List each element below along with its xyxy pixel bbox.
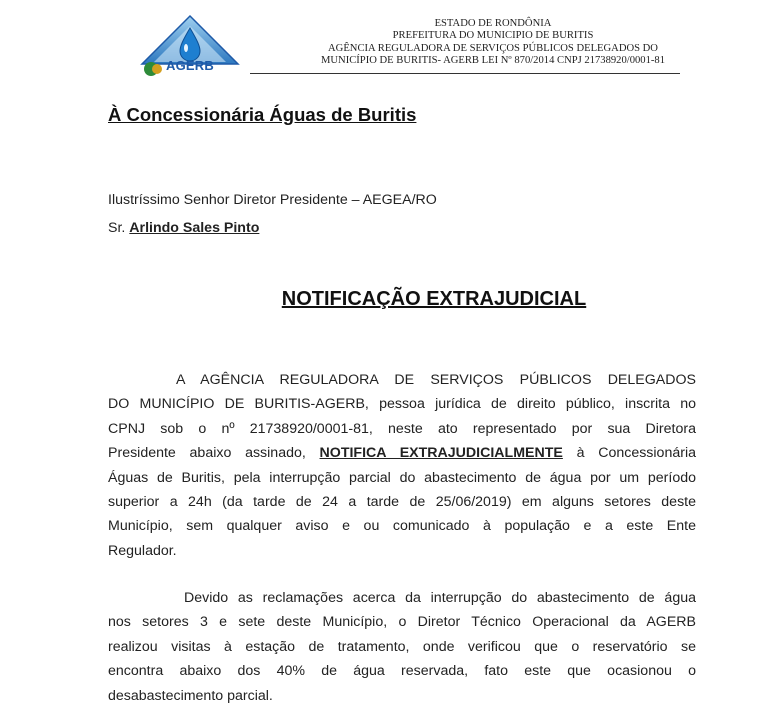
letterhead-line: PREFEITURA DO MUNICIPIO DE BURITIS — [392, 30, 594, 42]
paragraph-line: Águas de Buritis, pela interrupção parcial do abastecimento de água por um período — [108, 469, 696, 486]
paragraph-notification — [108, 368, 696, 563]
paragraph-line: desabastecimento parcial. — [108, 687, 273, 704]
salutation: Ilustríssimo Senhor Diretor Presidente – AEGEA/RO — [108, 192, 437, 208]
letterhead-line: AGÊNCIA REGULADORA DE SERVIÇOS PÚBLICOS DELEGADOS DO — [328, 42, 658, 54]
paragraph-line: encontra abaixo dos 40% de água reservada, fato este que ocasionou o — [108, 663, 696, 680]
letterhead-line: ESTADO DE RONDÔNIA — [434, 18, 552, 29]
paragraph-line: Município, sem qualquer aviso e ou comunicado à população e a este Ente — [108, 518, 696, 535]
addressee-prefix: Sr. — [108, 220, 130, 236]
paragraph-line: realizou visitas à estação de tratamento, onde verificou que o reservatório se — [108, 638, 696, 655]
emphasis-text: NOTIFICA EXTRAJUDICIALMENTE — [319, 445, 563, 462]
paragraph-complaint — [108, 586, 696, 708]
paragraph-line: Regulador. — [108, 542, 177, 559]
document-title: NOTIFICAÇÃO EXTRAJUDICIAL — [281, 288, 587, 310]
paragraph-line: nos setores 3 e sete deste Município, o Diretor Técnico Operacional da AGERB — [108, 614, 696, 631]
recipient-title: À Concessionária Águas de Buritis — [108, 104, 417, 125]
paragraph-line: Devido as reclamações acerca da interrupção do abastecimento de água — [184, 590, 696, 606]
paragraph-line: CPNJ sob o nº 21738920/0001-81, neste ato representado por sua Diretora — [108, 420, 696, 437]
letterhead — [250, 18, 736, 68]
letterhead-line: MUNICÍPIO DE BURITIS- AGERB LEI Nº 870/2014 CNPJ 21738920/0001-81 — [320, 55, 666, 67]
addressee-name: Arlindo Sales Pinto — [129, 220, 260, 236]
paragraph-line: superior a 24h (da tarde de 24 a tarde de 25/06/2019) em alguns setores deste — [108, 494, 696, 511]
paragraph-line: DO MUNICÍPIO DE BURITIS-AGERB, pessoa jurídica de direito público, inscrita no — [108, 396, 696, 413]
addressee-line — [108, 220, 259, 236]
logo-wordmark: AGERB — [166, 58, 214, 73]
letterhead-divider — [250, 73, 680, 74]
paragraph-line: A AGÊNCIA REGULADORA DE SERVIÇOS PÚBLICOS DELEGADOS — [176, 372, 696, 388]
paragraph-line — [108, 441, 696, 465]
text-run: Presidente abaixo assinado, — [108, 445, 320, 462]
text-run: à Concessionária — [562, 445, 696, 462]
